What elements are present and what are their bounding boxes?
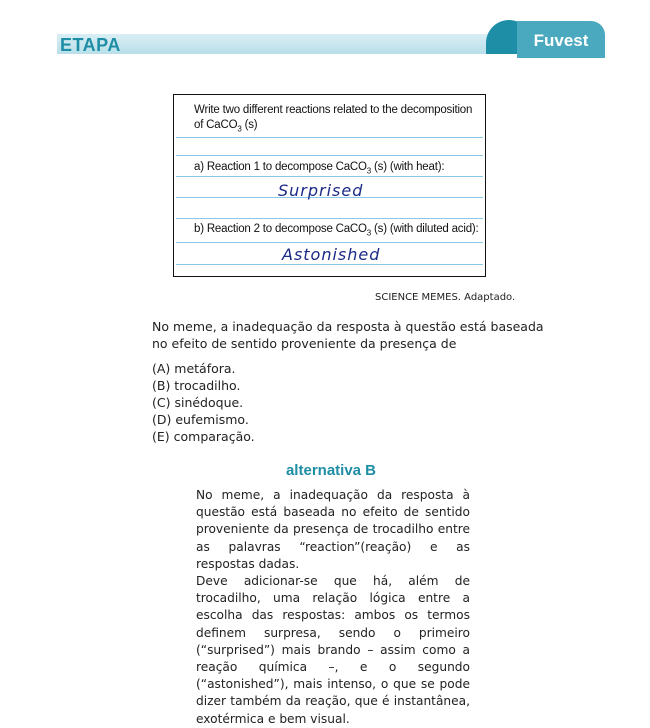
ruled-line (176, 176, 483, 177)
answer-explanation (196, 487, 470, 728)
meme-prompt-line1: Write two different reactions related to the decomposition (194, 104, 473, 116)
option-c: (C) sinédoque. (152, 395, 244, 410)
image-caption: SCIENCE MEMES. Adaptado. (375, 292, 516, 303)
answer-paragraph-2: Deve adicionar-se que há, além de trocadilho, uma relação lógica entre a escolha das respostas: ambos os termos definem surpresa, sendo o primeiro (“surprised”) mais brando – assim como a reação química –, e o segundo (“astonished”), mais intenso, o que se pode dizer também da reação, que é instantânea, exotérmica e bem visual. (196, 574, 470, 726)
question-text-line2: no efeito de sentido proveniente da presença de (152, 336, 457, 351)
answer-paragraph-1: No meme, a inadequação da resposta à questão está baseada no efeito de sentido proveniente da presença de trocadilho entre as palavras “reaction”(reação) e as respostas dadas. (196, 488, 470, 571)
option-b: (B) trocadilho. (152, 378, 241, 393)
option-e: (E) comparação. (152, 429, 255, 444)
header-bar (57, 34, 517, 54)
ruled-line (176, 155, 483, 156)
exam-name: Fuvest (533, 31, 589, 50)
answer-title: alternativa B (285, 462, 377, 479)
ruled-line (176, 218, 483, 219)
ruled-line (176, 264, 483, 265)
handwritten-answer-b: Astonished (282, 245, 381, 264)
ruled-line (176, 137, 483, 138)
option-d: (D) eufemismo. (152, 412, 249, 427)
question-text-line1: No meme, a inadequação da resposta à questão está baseada (152, 319, 544, 334)
meme-question-b: b) Reaction 2 to decompose CaCO$_3$ (s) (with diluted acid): (194, 223, 479, 238)
option-a: (A) metáfora. (152, 361, 236, 376)
meme-prompt-line2: of CaCO$_3$ (s) (194, 119, 258, 134)
ruled-line (176, 242, 483, 243)
meme-question-a: a) Reaction 1 to decompose CaCO$_3$ (s) (with heat): (194, 161, 445, 176)
brand-logo: ETAPA (60, 35, 121, 55)
meme-image (173, 94, 486, 277)
handwritten-answer-a: Surprised (278, 181, 364, 200)
